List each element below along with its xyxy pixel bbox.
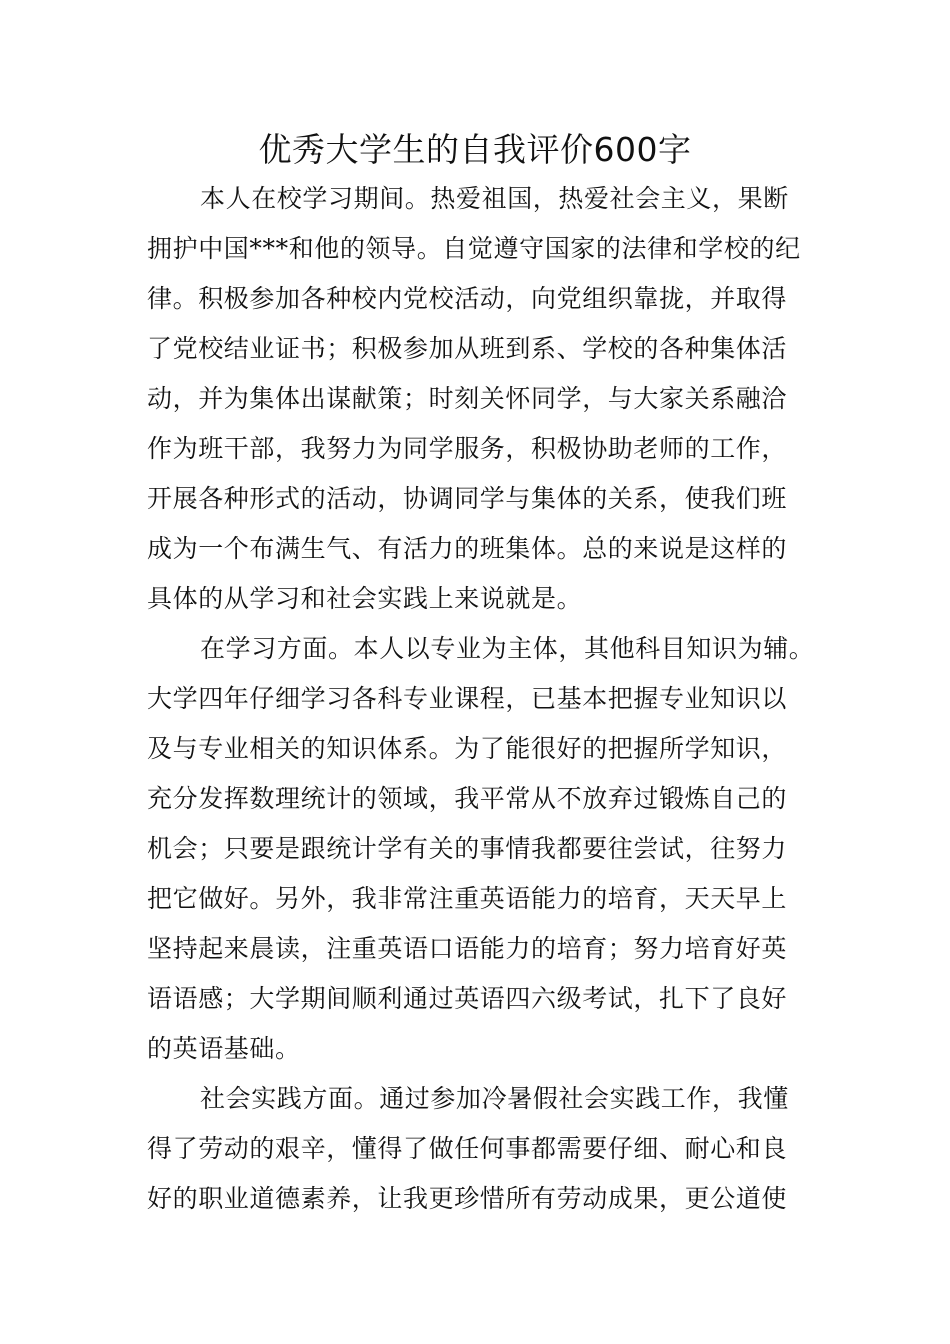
paragraph-1-line-2: 拥护中国***和他的领导。自觉遵守国家的法律和学校的纪 [147,234,801,263]
paragraph-1-line-7: 开展各种形式的活动，协调同学与集体的关系，使我们班 [147,484,788,513]
paragraph-1-line-6: 作为班干部，我努力为同学服务，积极协助老师的工作， [147,434,788,463]
paragraph-2-line-6: 把它做好。另外，我非常注重英语能力的培育，天天早上 [147,884,788,913]
paragraph-1-line-9: 具体的从学习和社会实践上来说就是。 [147,584,583,613]
paragraph-3-line-1: 社会实践方面。通过参加冷暑假社会实践工作，我懂 [200,1084,789,1113]
paragraph-2-line-4: 充分发挥数理统计的领域，我平常从不放弃过锻炼自己的 [147,784,788,813]
paragraph-2-line-2: 大学四年仔细学习各科专业课程，已基本把握专业知识以 [147,684,788,713]
paragraph-2-line-7: 坚持起来晨读，注重英语口语能力的培育；努力培育好英 [147,934,788,963]
paragraph-2-line-8: 语语感；大学期间顺利通过英语四六级考试，扎下了良好 [147,984,788,1013]
paragraph-2-line-1: 在学习方面。本人以专业为主体，其他科目知识为辅。 [200,634,815,663]
document-title: 优秀大学生的自我评价600字 [258,130,692,169]
paragraph-1-line-3: 律。积极参加各种校内党校活动，向党组织靠拢，并取得 [147,284,788,313]
paragraph-2-line-5: 机会；只要是跟统计学有关的事情我都要往尝试，往努力 [147,834,788,863]
paragraph-1-line-8: 成为一个布满生气、有活力的班集体。总的来说是这样的 [147,534,788,563]
paragraph-1-line-4: 了党校结业证书；积极参加从班到系、学校的各种集体活 [147,334,788,363]
paragraph-3-line-2: 得了劳动的艰辛，懂得了做任何事都需要仔细、耐心和良 [147,1134,788,1163]
paragraph-1-line-5: 动，并为集体出谋献策；时刻关怀同学，与大家关系融洽 [147,384,788,413]
paragraph-3-line-3: 好的职业道德素养，让我更珍惜所有劳动成果，更公道使 [147,1184,788,1213]
paragraph-2-line-9: 的英语基础。 [147,1034,301,1063]
paragraph-1-line-1: 本人在校学习期间。热爱祖国，热爱社会主义，果断 [200,184,789,213]
paragraph-2-line-3: 及与专业相关的知识体系。为了能很好的把握所学知识， [147,734,788,763]
